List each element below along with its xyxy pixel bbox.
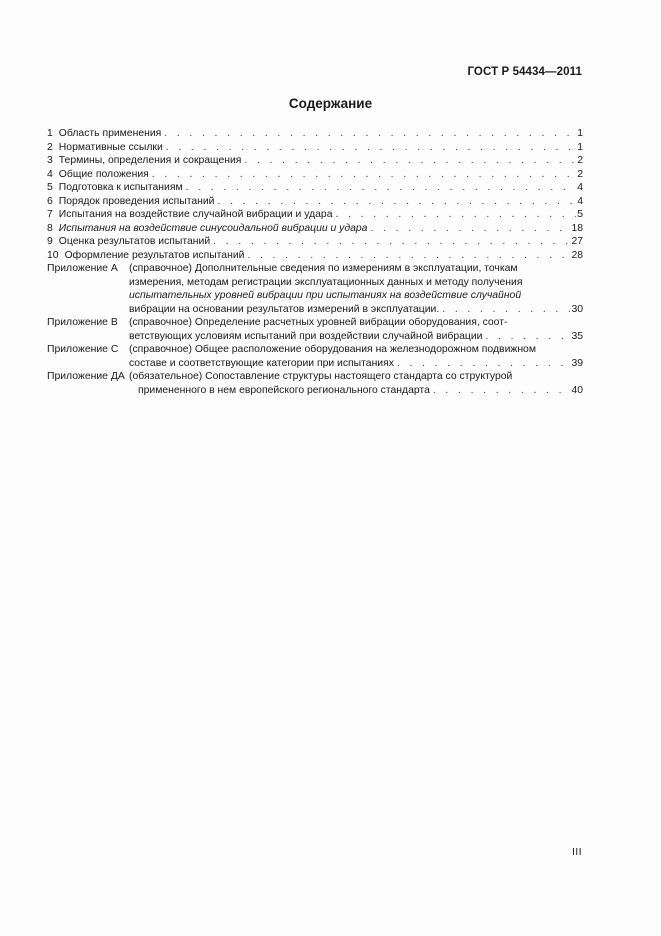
- page-number: III: [572, 847, 582, 858]
- toc-entry[interactable]: [47, 235, 583, 249]
- section-number: 6: [47, 195, 53, 207]
- toc-entry[interactable]: [47, 141, 583, 155]
- appendix-entry[interactable]: [47, 262, 583, 316]
- appendix-title-line: составе и соответствующие категории при испытаниях: [129, 357, 394, 369]
- section-number: 3: [47, 155, 53, 166]
- section-number: 1: [47, 128, 53, 139]
- dot-leader: [336, 208, 577, 222]
- section-page: 4: [577, 182, 583, 193]
- toc-entry[interactable]: [47, 208, 583, 222]
- dot-leader: [442, 303, 570, 317]
- toc-title: Содержание: [288, 96, 373, 111]
- document-code: ГОСТ Р 54434—2011: [467, 66, 582, 78]
- section-title: Оформление результатов испытаний: [64, 249, 245, 261]
- appendix-entry[interactable]: [47, 343, 583, 370]
- appendix-label: Приложение С: [47, 344, 119, 355]
- section-page: 18: [571, 222, 583, 234]
- section-page: 4: [577, 195, 583, 207]
- section-number: 5: [47, 182, 53, 193]
- section-number: 8: [47, 222, 53, 234]
- dot-leader: [485, 330, 570, 344]
- appendix-page: 40: [571, 384, 583, 396]
- appendix-page: 35: [571, 330, 583, 342]
- toc-entry[interactable]: [47, 154, 583, 168]
- section-number: 4: [47, 168, 53, 180]
- section-title: Термины, определения и сокращения: [58, 155, 242, 166]
- toc-entry[interactable]: [47, 249, 583, 263]
- section-title: Испытания на воздействие случайной вибрации и удара: [58, 209, 333, 220]
- appendix-title-line: испытательных уровней вибрации при испытаниях на воздействие случайной: [129, 290, 522, 301]
- dot-leader: [433, 384, 571, 398]
- table-of-contents: [47, 127, 583, 397]
- toc-entry[interactable]: [47, 195, 583, 209]
- section-title: Испытания на воздействие синусоидальной вибрации и удара: [58, 222, 368, 234]
- section-page: 2: [577, 155, 583, 166]
- section-number: 10: [47, 249, 59, 261]
- appendix-page: 39: [571, 357, 583, 369]
- section-title: Подготовка к испытаниям: [58, 182, 183, 193]
- section-page: 1: [577, 141, 583, 153]
- section-title: Общие положения: [58, 168, 149, 180]
- appendix-title-line: измерения, методам регистрации эксплуатационных данных и методу получения: [129, 276, 523, 288]
- dot-leader: [370, 222, 570, 236]
- appendix-entry[interactable]: [47, 316, 583, 343]
- section-number: 9: [47, 236, 53, 247]
- section-title: Оценка результатов испытаний: [58, 236, 211, 247]
- dot-leader: [213, 235, 570, 249]
- toc-entry[interactable]: [47, 181, 583, 195]
- appendix-page: 30: [571, 303, 583, 315]
- toc-entry[interactable]: [47, 222, 583, 236]
- section-page: 1: [577, 128, 583, 139]
- dot-leader: [166, 141, 576, 155]
- section-page: 28: [571, 249, 583, 261]
- dot-leader: [244, 154, 576, 168]
- dot-leader: [186, 181, 577, 195]
- toc-entry[interactable]: [47, 127, 583, 141]
- dot-leader: [152, 168, 576, 182]
- section-number: 2: [47, 141, 53, 153]
- section-title: Нормативные ссылки: [58, 141, 163, 153]
- toc-entry[interactable]: [47, 168, 583, 182]
- appendix-title-line: (обязательное) Сопоставление структуры настоящего стандарта со структурой: [129, 371, 513, 382]
- appendix-title-line: (справочное) Дополнительные сведения по измерениям в эксплуатации, точкам: [129, 263, 518, 274]
- appendix-entry[interactable]: [47, 370, 583, 397]
- appendix-title-line: (справочное) Общее расположение оборудования на железнодорожном подвижном: [129, 344, 536, 355]
- appendix-title-line: вибрации на основании результатов измерений в эксплуатации.: [129, 303, 440, 315]
- appendix-title-line: примененного в нем европейского регионального стандарта: [138, 384, 430, 396]
- appendix-label: Приложение А: [47, 263, 118, 274]
- dot-leader: [247, 249, 570, 263]
- section-title: Область применения: [58, 128, 162, 139]
- appendix-label: Приложение ДА: [47, 371, 125, 382]
- appendix-title-line: ветствующих условиям испытаний при воздействии случайной вибрации: [129, 330, 483, 342]
- dot-leader: [164, 127, 576, 141]
- section-number: 7: [47, 209, 53, 220]
- section-page: 27: [571, 236, 583, 247]
- section-page: 5: [577, 209, 583, 220]
- section-page: 2: [577, 168, 583, 180]
- appendix-label: Приложение В: [47, 317, 118, 328]
- appendix-title-line: (справочное) Определение расчетных уровней вибрации оборудования, соот-: [129, 317, 508, 328]
- dot-leader: [218, 195, 577, 209]
- section-title: Порядок проведения испытаний: [58, 195, 215, 207]
- dot-leader: [397, 357, 571, 371]
